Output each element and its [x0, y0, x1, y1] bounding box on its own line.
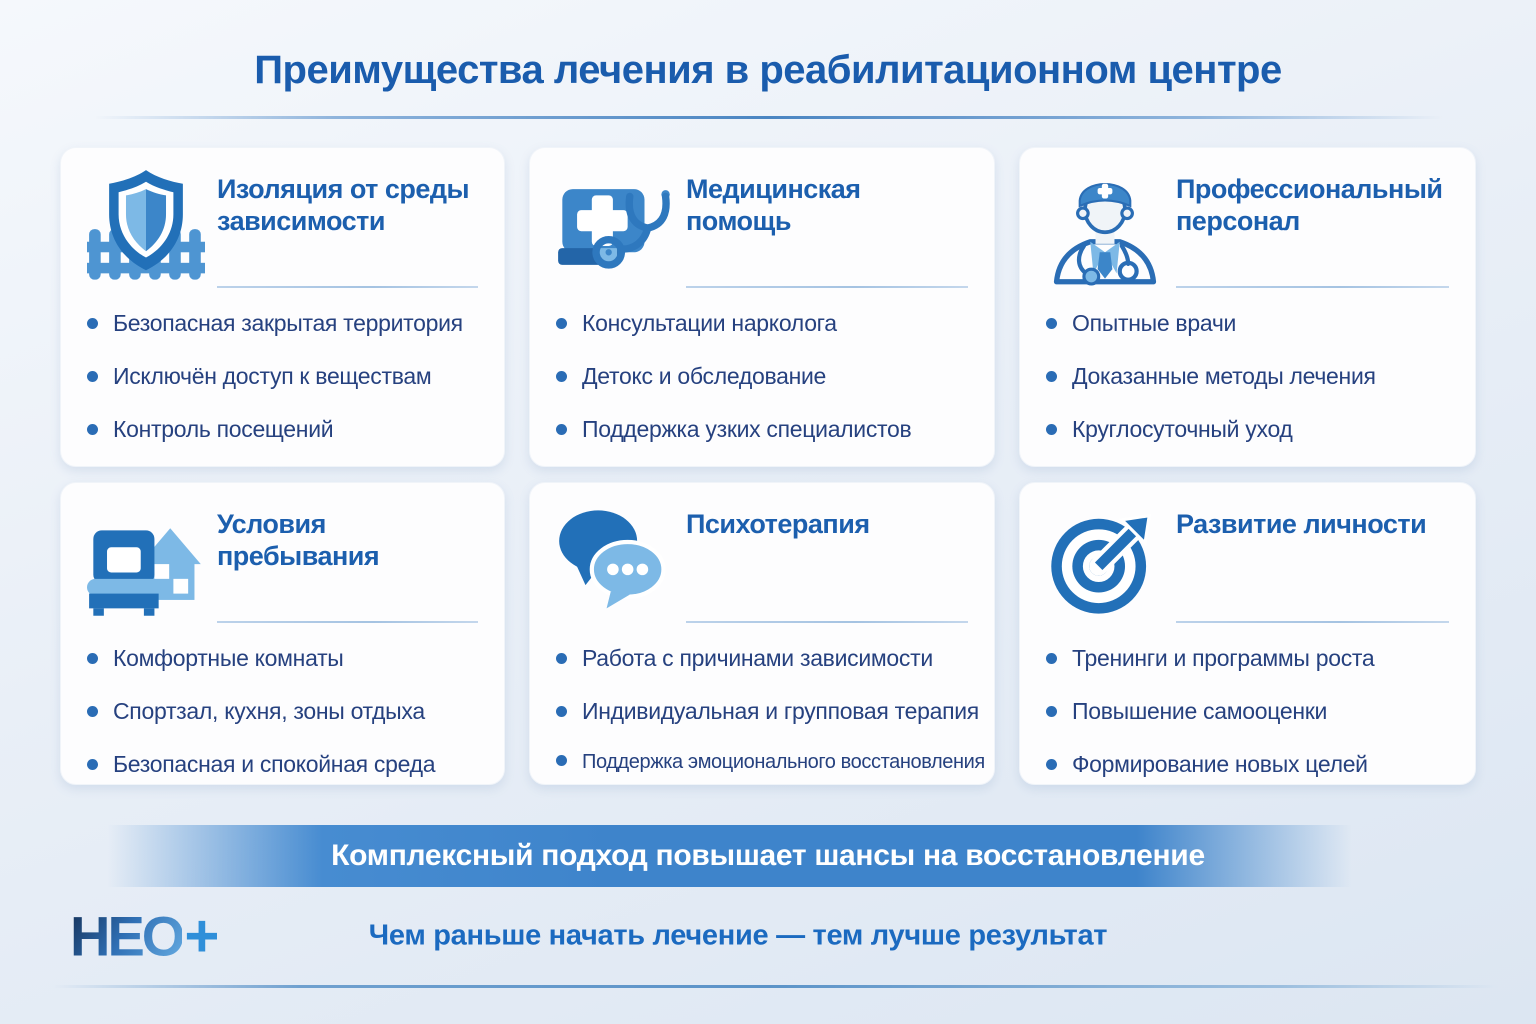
bullet-list: [87, 645, 478, 778]
bullet-dot: [87, 371, 98, 382]
bullet-item: [87, 416, 478, 443]
card-personal-growth: [1019, 482, 1476, 785]
card-title: Медицинская помощь: [686, 174, 861, 236]
bullet-item: [556, 363, 968, 390]
card-title-divider: [1176, 621, 1449, 623]
bullet-text: Опытные врачи: [1072, 310, 1237, 336]
bullet-dot: [1046, 424, 1057, 435]
card-header: [1046, 503, 1449, 623]
bullet-list: [556, 645, 985, 774]
shield-fence-icon: [87, 168, 205, 286]
bullet-text: Безопасная и спокойная среда: [113, 751, 436, 777]
logo-text: НЕО: [70, 904, 183, 968]
bullet-item: [556, 645, 968, 672]
bullet-text: Консультации нарколога: [582, 310, 837, 336]
bullet-text: Исключён доступ к веществам: [113, 363, 432, 389]
card-title-divider: [1176, 286, 1449, 288]
bullet-item: [87, 645, 478, 672]
summary-banner-text: Комплексный подход повышает шансы на восстановление: [331, 839, 1205, 872]
bullet-list: [1046, 645, 1449, 778]
bullet-text: Повышение самооценки: [1072, 698, 1328, 724]
bullet-dot: [556, 424, 567, 435]
bullet-text: Поддержка узких специалистов: [582, 416, 912, 442]
bullet-dot: [1046, 653, 1057, 664]
bullet-text: Контроль посещений: [113, 416, 334, 442]
bullet-text: Формирование новых целей: [1072, 751, 1368, 777]
benefits-grid: [60, 147, 1476, 785]
title-divider: [93, 116, 1443, 119]
bullet-text: Тренинги и программы роста: [1072, 645, 1375, 671]
chat-bubbles-icon: [556, 503, 674, 621]
bullet-dot: [556, 653, 567, 664]
bullet-dot: [87, 706, 98, 717]
bullet-text: Индивидуальная и групповая терапия: [582, 698, 979, 724]
bullet-dot: [556, 755, 567, 766]
bullet-dot: [87, 318, 98, 329]
bullet-text: Доказанные методы лечения: [1072, 363, 1376, 389]
card-living-conditions: [60, 482, 505, 785]
bullet-text: Комфортные комнаты: [113, 645, 344, 671]
card-professional-staff: [1019, 147, 1476, 467]
bed-house-icon: [87, 503, 205, 621]
card-title: Развитие личности: [1176, 509, 1427, 539]
bullet-dot: [556, 318, 567, 329]
card-title: Профессиональный персонал: [1176, 174, 1443, 236]
bullet-item: [1046, 645, 1449, 672]
bullet-item: [1046, 751, 1449, 778]
card-title: Условия пребывания: [217, 509, 380, 571]
card-header: [556, 168, 968, 288]
bullet-dot: [556, 371, 567, 382]
card-header: [1046, 168, 1449, 288]
bullet-text: Детокс и обследование: [582, 363, 827, 389]
bullet-dot: [1046, 759, 1057, 770]
card-title-divider: [686, 286, 968, 288]
footer: [0, 897, 1536, 975]
bullet-item: [556, 416, 968, 443]
bullet-text: Безопасная закрытая территория: [113, 310, 463, 336]
card-medical-help: [529, 147, 995, 467]
bullet-item: [1046, 363, 1449, 390]
bullet-dot: [87, 653, 98, 664]
summary-banner: [0, 825, 1536, 887]
card-isolation: [60, 147, 505, 467]
bullet-item: [87, 310, 478, 337]
page-title: Преимущества лечения в реабилитационном центре: [254, 48, 1282, 92]
footer-tagline: Чем раньше начать лечение — тем лучше результат: [368, 919, 1108, 952]
bullet-item: [556, 310, 968, 337]
bullet-dot: [556, 706, 567, 717]
bullet-list: [87, 310, 478, 443]
card-title-divider: [217, 286, 478, 288]
bullet-item: [87, 698, 478, 725]
bullet-item: [556, 751, 985, 774]
bullet-item: [1046, 416, 1449, 443]
bullet-item: [87, 363, 478, 390]
bullet-list: [556, 310, 968, 443]
card-title: Психотерапия: [686, 509, 870, 539]
card-header: [87, 168, 478, 288]
bullet-text: Круглосуточный уход: [1072, 416, 1293, 442]
card-psychotherapy: [529, 482, 995, 785]
bullet-item: [87, 751, 478, 778]
card-title-divider: [217, 621, 478, 623]
card-title-divider: [686, 621, 968, 623]
logo-plus-icon: +: [184, 902, 220, 969]
bullet-dot: [87, 759, 98, 770]
bullet-list: [1046, 310, 1449, 443]
bullet-dot: [1046, 318, 1057, 329]
bullet-text: Поддержка эмоционального восстановления: [582, 751, 985, 773]
card-title: Изоляция от среды зависимости: [217, 174, 470, 236]
bullet-dot: [87, 424, 98, 435]
bullet-text: Спортзал, кухня, зоны отдыха: [113, 698, 425, 724]
medical-cross-stethoscope-icon: [556, 168, 674, 286]
bullet-dot: [1046, 371, 1057, 382]
target-arrow-icon: [1046, 503, 1164, 621]
bullet-text: Работа с причинами зависимости: [582, 645, 933, 671]
doctor-icon: [1046, 168, 1164, 286]
footer-divider: [38, 985, 1498, 988]
card-header: [556, 503, 968, 623]
bullet-dot: [1046, 706, 1057, 717]
bullet-item: [556, 698, 979, 725]
bullet-item: [1046, 698, 1449, 725]
bullet-item: [1046, 310, 1449, 337]
card-header: [87, 503, 478, 623]
